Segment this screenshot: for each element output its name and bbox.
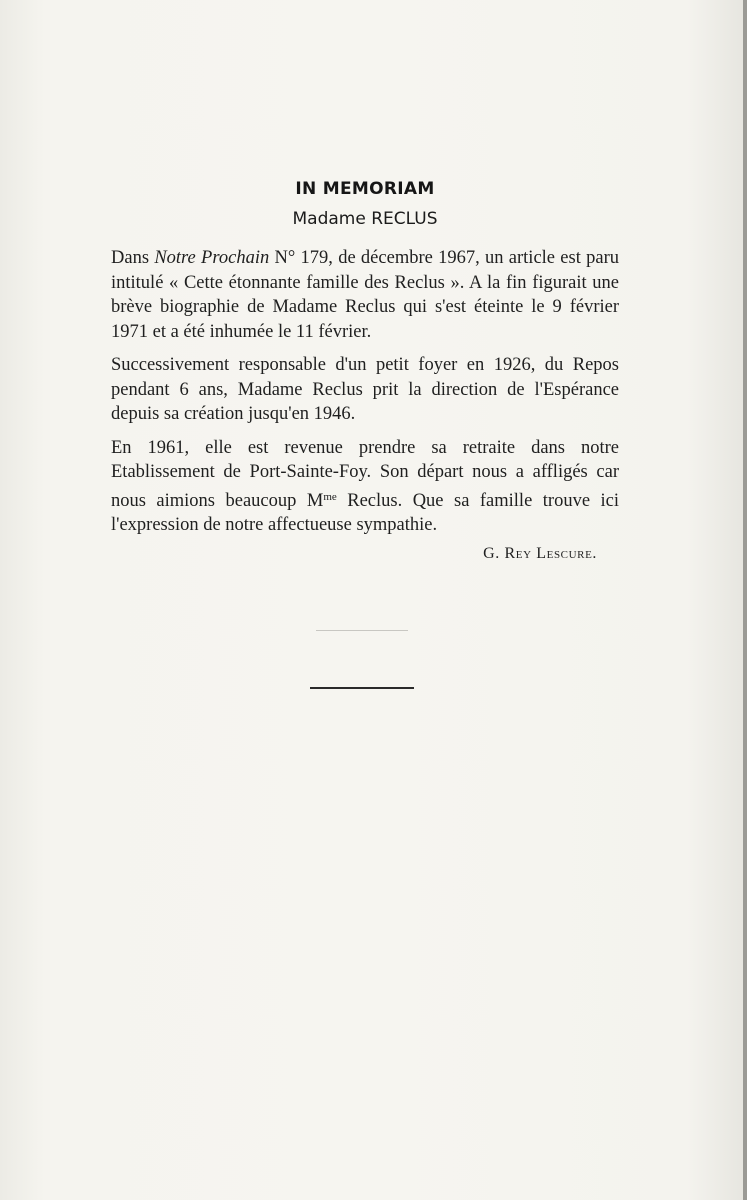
paragraph-1-lead: Dans — [111, 248, 155, 268]
paragraph-3-before: En 1961, elle est revenue prendre sa retraite dans notre Etablissement de Port-Sainte-Foy. Son départ nous a affligés car nous aimions beaucoup M — [111, 437, 619, 511]
in-memoriam-article — [111, 176, 619, 566]
paragraph-1-rest: N° 179, de décembre 1967, un article est paru intitulé « Cette étonnante famille des Reclus ». A la fin figurait une brève biographie de Madame Reclus qui s'est éteinte le 9 février 1971 et a été inhumée le 11 février. — [111, 248, 619, 342]
paragraph-1 — [111, 246, 619, 344]
superscript-me: me — [323, 490, 337, 503]
paragraph-2: Successivement responsable d'un petit foyer en 1926, du Repos pendant 6 ans, Madame Reclus prit la direction de l'Espérance depuis sa création jusqu'en 1946. — [111, 355, 619, 424]
faint-divider — [316, 630, 408, 631]
article-subtitle: Madame RECLUS — [292, 209, 438, 229]
signature: G. Rey Lescure. — [483, 544, 597, 562]
section-divider — [310, 687, 414, 689]
paragraph-3 — [111, 436, 619, 538]
page-edge — [743, 0, 747, 1200]
journal-name: Notre Prochain — [154, 248, 270, 268]
article-title: IN MEMORIAM — [295, 179, 435, 199]
paragraph-3-after: Reclus. Que sa famille trouve ici l'expression de notre affectueuse sympathie. — [111, 490, 619, 535]
